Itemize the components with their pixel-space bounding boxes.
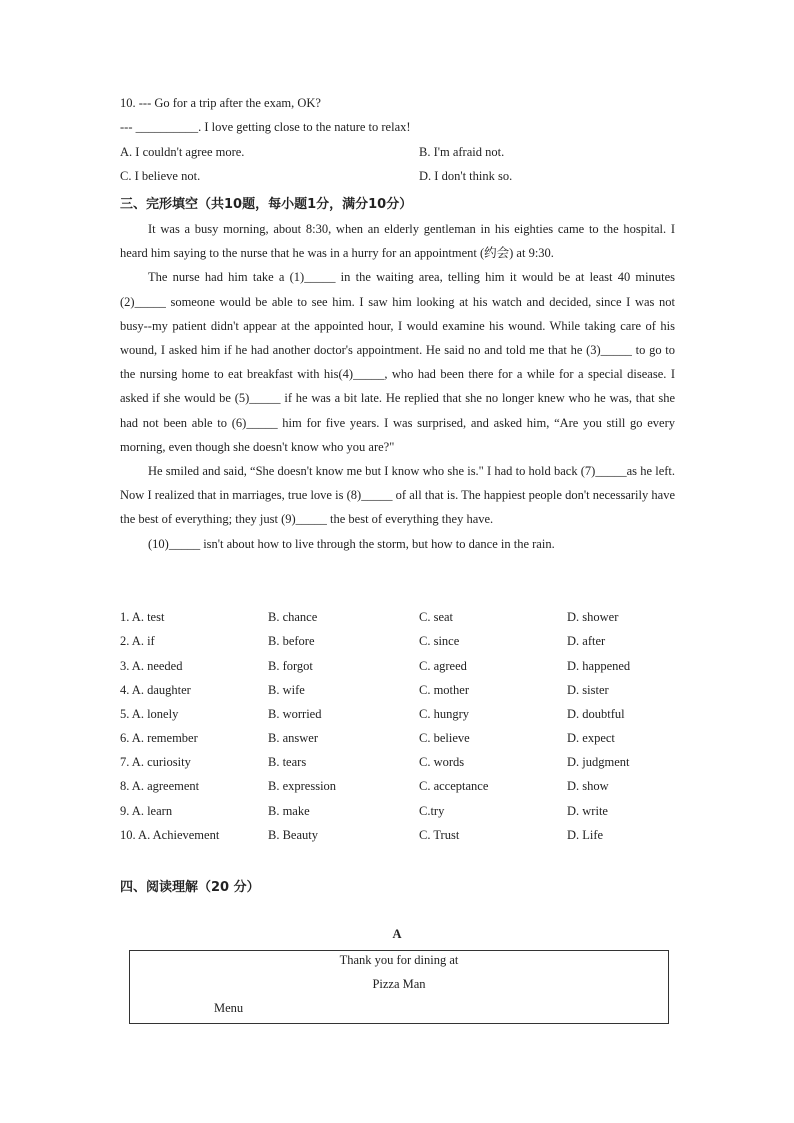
- choice-7a: 7. A. curiosity: [120, 755, 191, 769]
- choice-row-7: [120, 755, 680, 775]
- choice-1c: C. seat: [419, 610, 454, 624]
- choice-row-4: [120, 683, 680, 703]
- choice-9c: C.try: [419, 804, 445, 818]
- choice-4a: 4. A. daughter: [120, 683, 191, 697]
- choice-4b: B. wife: [268, 683, 305, 697]
- choice-5c: C. hungry: [419, 707, 469, 721]
- choice-2a: 2. A. if: [120, 634, 155, 648]
- q10-stem: 10. --- Go for a trip after the exam, OK?: [120, 96, 321, 110]
- q10-option-c: C. I believe not.: [120, 169, 201, 183]
- choice-9b: B. make: [268, 804, 310, 818]
- choice-row-8: [120, 779, 680, 799]
- section4-heading: 四、阅读理解（20 分）: [120, 880, 260, 895]
- cloze-passage: [120, 217, 675, 556]
- choice-1d: D. shower: [567, 610, 619, 624]
- choice-6d: D. expect: [567, 731, 615, 745]
- choice-5b: B. worried: [268, 707, 322, 721]
- choice-3b: B. forgot: [268, 659, 313, 673]
- choice-7c: C. words: [419, 755, 465, 769]
- choice-10c: C. Trust: [419, 828, 460, 842]
- choice-row-3: [120, 659, 680, 679]
- choice-8d: D. show: [567, 779, 609, 793]
- choice-2c: C. since: [419, 634, 460, 648]
- choice-6a: 6. A. remember: [120, 731, 198, 745]
- cloze-paragraph-2: The nurse had him take a (1)_____ in the waiting area, telling him it would be at least 40 minutes (2)_____ someone would be able to see him. I saw him looking at his watch and decided, since I was not busy--my patient didn't appear at the appointed hour, I would examine his wound. While taking care of his wound, I asked him if he had another doctor's appointment. He said no and told me that he (3)_____ to go to the nursing home to eat breakfast with his(4)_____, who had been there for a while for a special disease. I asked if she would be (5)_____ if he was a bit late. He replied that she no longer knew who he was, that she had not been able to (6)_____ him for five years. I was surprised, and asked him, “Are you still go every morning, even though she doesn't know who you are?": [120, 270, 675, 454]
- menu-restaurant-name: Pizza Man: [372, 977, 426, 991]
- choice-9a: 9. A. learn: [120, 804, 173, 818]
- choice-row-10: [120, 828, 680, 848]
- choice-2d: D. after: [567, 634, 606, 648]
- q10-reply: --- __________. I love getting close to the nature to relax!: [120, 120, 411, 134]
- choice-7b: B. tears: [268, 755, 307, 769]
- choice-row-9: [120, 804, 680, 824]
- q10-option-a: A. I couldn't agree more.: [120, 145, 245, 159]
- section3-heading: 三、完形填空（共10题，每小题1分，满分10分）: [120, 197, 413, 212]
- choice-row-6: [120, 731, 680, 751]
- choice-3a: 3. A. needed: [120, 659, 183, 673]
- q10-option-b: B. I'm afraid not.: [419, 145, 505, 159]
- choice-6c: C. believe: [419, 731, 470, 745]
- choice-3c: C. agreed: [419, 659, 467, 673]
- cloze-paragraph-1: It was a busy morning, about 8:30, when an elderly gentleman in his eighties came to the hospital. I heard him saying to the nurse that he was in a hurry for an appointment (约会) at 9:30.: [120, 222, 675, 261]
- choice-row-5: [120, 707, 680, 727]
- choice-1a: 1. A. test: [120, 610, 165, 624]
- choice-8c: C. acceptance: [419, 779, 489, 793]
- choice-1b: B. chance: [268, 610, 318, 624]
- choice-10b: B. Beauty: [268, 828, 318, 842]
- choice-8a: 8. A. agreement: [120, 779, 200, 793]
- choice-5a: 5. A. lonely: [120, 707, 179, 721]
- choice-row-1: [120, 610, 680, 630]
- menu-label: Menu: [214, 1001, 244, 1015]
- choice-row-2: [120, 634, 680, 654]
- choice-2b: B. before: [268, 634, 315, 648]
- menu-box: [129, 950, 669, 1024]
- choice-8b: B. expression: [268, 779, 337, 793]
- choice-7d: D. judgment: [567, 755, 630, 769]
- choice-9d: D. write: [567, 804, 608, 818]
- choice-6b: B. answer: [268, 731, 318, 745]
- cloze-paragraph-4: (10)_____ isn't about how to live through the storm, but how to dance in the rain.: [148, 536, 555, 551]
- choice-4c: C. mother: [419, 683, 469, 697]
- choice-3d: D. happened: [567, 659, 631, 673]
- q10-option-d: D. I don't think so.: [419, 169, 513, 183]
- choice-4d: D. sister: [567, 683, 609, 697]
- choice-5d: D. doubtful: [567, 707, 625, 721]
- menu-thanks-line: Thank you for dining at: [339, 953, 459, 967]
- choice-10a: 10. A. Achievement: [120, 828, 220, 842]
- cloze-paragraph-3: He smiled and said, “She doesn't know me but I know who she is." I had to hold back (7)_____as he left. Now I realized that in marriages, true love is (8)_____ of all that is. The happiest people don't necessarily have the best of everything; they just (9)_____ the best of everything they have.: [120, 464, 675, 527]
- passage-a-label: A: [392, 927, 402, 941]
- choice-10d: D. Life: [567, 828, 604, 842]
